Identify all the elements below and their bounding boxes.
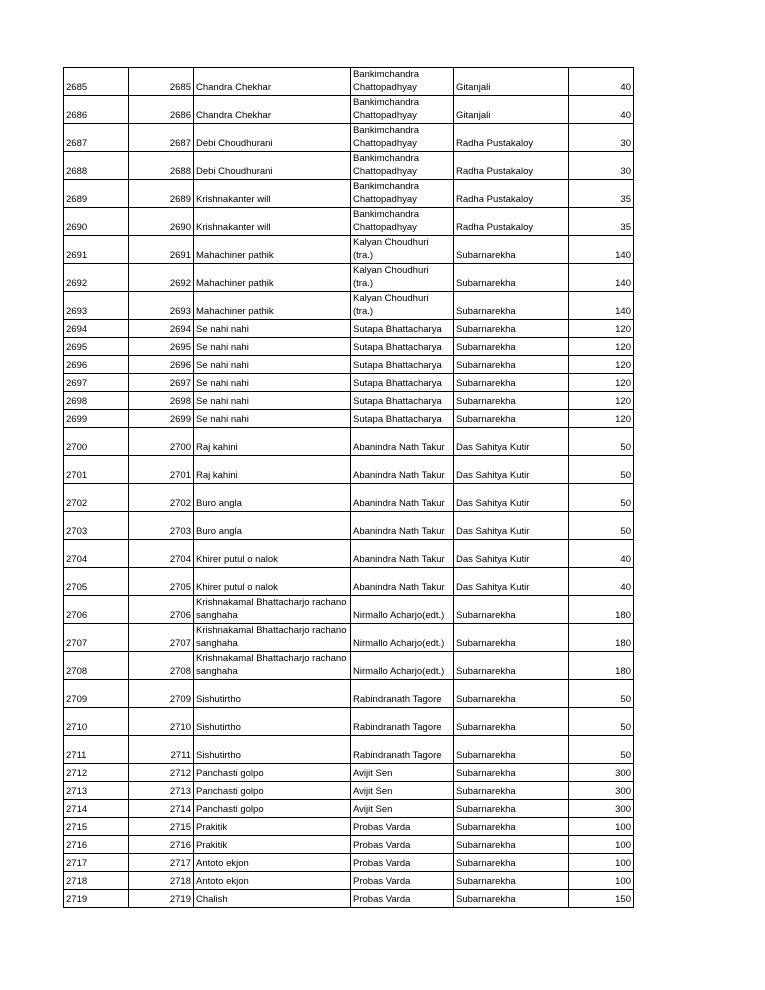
title-cell: Se nahi nahi [194, 356, 351, 374]
author-cell: Rabindranath Tagore [351, 736, 454, 764]
accession-number-cell: 2717 [129, 854, 194, 872]
price-cell: 140 [569, 236, 634, 264]
table-row [64, 624, 634, 652]
author-cell: Kalyan Choudhuri (tra.) [351, 292, 454, 320]
serial-number-cell: 2709 [64, 680, 129, 708]
author-cell: Abanindra Nath Takur [351, 540, 454, 568]
table-row [64, 292, 634, 320]
publisher-cell: Subarnarekha [454, 374, 569, 392]
serial-number-cell: 2710 [64, 708, 129, 736]
accession-number-cell: 2685 [129, 68, 194, 96]
title-cell: Krishnakanter will [194, 180, 351, 208]
publisher-cell: Subarnarekha [454, 854, 569, 872]
price-cell: 140 [569, 292, 634, 320]
table-row [64, 872, 634, 890]
serial-number-cell: 2700 [64, 428, 129, 456]
price-cell: 180 [569, 652, 634, 680]
publisher-cell: Subarnarekha [454, 818, 569, 836]
publisher-cell: Radha Pustakaloy [454, 180, 569, 208]
publisher-cell: Subarnarekha [454, 356, 569, 374]
serial-number-cell: 2719 [64, 890, 129, 908]
price-cell: 50 [569, 680, 634, 708]
table-row [64, 96, 634, 124]
table-row [64, 836, 634, 854]
author-cell: Abanindra Nath Takur [351, 484, 454, 512]
author-cell: Probas Varda [351, 872, 454, 890]
publisher-cell: Subarnarekha [454, 680, 569, 708]
table-row [64, 652, 634, 680]
author-cell: Rabindranath Tagore [351, 708, 454, 736]
table-row [64, 410, 634, 428]
title-cell: Krishnakamal Bhattacharjo rachano sanghaha [194, 624, 351, 652]
accession-number-cell: 2695 [129, 338, 194, 356]
price-cell: 300 [569, 782, 634, 800]
table-row [64, 818, 634, 836]
price-cell: 30 [569, 124, 634, 152]
author-cell: Avijit Sen [351, 764, 454, 782]
publisher-cell: Subarnarekha [454, 736, 569, 764]
author-cell: Nirmallo Acharjo(edt.) [351, 652, 454, 680]
author-cell: Avijit Sen [351, 782, 454, 800]
serial-number-cell: 2712 [64, 764, 129, 782]
publisher-cell: Subarnarekha [454, 652, 569, 680]
title-cell: Prakitik [194, 836, 351, 854]
title-cell: Mahachiner pathik [194, 264, 351, 292]
accession-number-cell: 2691 [129, 236, 194, 264]
author-cell: Bankimchandra Chattopadhyay [351, 124, 454, 152]
title-cell: Se nahi nahi [194, 320, 351, 338]
title-cell: Antoto ekjon [194, 854, 351, 872]
table-row [64, 568, 634, 596]
serial-number-cell: 2698 [64, 392, 129, 410]
price-cell: 140 [569, 264, 634, 292]
accession-number-cell: 2705 [129, 568, 194, 596]
publisher-cell: Subarnarekha [454, 708, 569, 736]
publisher-cell: Subarnarekha [454, 764, 569, 782]
title-cell: Raj kahini [194, 456, 351, 484]
serial-number-cell: 2705 [64, 568, 129, 596]
serial-number-cell: 2714 [64, 800, 129, 818]
title-cell: Se nahi nahi [194, 338, 351, 356]
author-cell: Probas Varda [351, 890, 454, 908]
publisher-cell: Subarnarekha [454, 800, 569, 818]
title-cell: Sishutirtho [194, 708, 351, 736]
author-cell: Probas Varda [351, 818, 454, 836]
author-cell: Probas Varda [351, 854, 454, 872]
publisher-cell: Radha Pustakaloy [454, 124, 569, 152]
table-row [64, 484, 634, 512]
serial-number-cell: 2711 [64, 736, 129, 764]
price-cell: 100 [569, 854, 634, 872]
author-cell: Bankimchandra Chattopadhyay [351, 68, 454, 96]
publisher-cell: Das Sahitya Kutir [454, 540, 569, 568]
author-cell: Probas Varda [351, 836, 454, 854]
title-cell: Mahachiner pathik [194, 292, 351, 320]
table-row [64, 596, 634, 624]
price-cell: 40 [569, 568, 634, 596]
author-cell: Sutapa Bhattacharya [351, 392, 454, 410]
serial-number-cell: 2696 [64, 356, 129, 374]
accession-number-cell: 2711 [129, 736, 194, 764]
price-cell: 50 [569, 708, 634, 736]
publisher-cell: Radha Pustakaloy [454, 208, 569, 236]
serial-number-cell: 2703 [64, 512, 129, 540]
table-row [64, 124, 634, 152]
author-cell: Nirmallo Acharjo(edt.) [351, 624, 454, 652]
accession-number-cell: 2701 [129, 456, 194, 484]
title-cell: Panchasti golpo [194, 782, 351, 800]
accession-number-cell: 2715 [129, 818, 194, 836]
title-cell: Chalish [194, 890, 351, 908]
title-cell: Buro angla [194, 484, 351, 512]
author-cell: Abanindra Nath Takur [351, 428, 454, 456]
accession-number-cell: 2702 [129, 484, 194, 512]
publisher-cell: Radha Pustakaloy [454, 152, 569, 180]
table-row [64, 428, 634, 456]
table-row [64, 800, 634, 818]
accession-number-cell: 2694 [129, 320, 194, 338]
publisher-cell: Subarnarekha [454, 292, 569, 320]
publisher-cell: Subarnarekha [454, 624, 569, 652]
title-cell: Khirer putul o nalok [194, 540, 351, 568]
title-cell: Sishutirtho [194, 680, 351, 708]
author-cell: Kalyan Choudhuri (tra.) [351, 264, 454, 292]
publisher-cell: Das Sahitya Kutir [454, 568, 569, 596]
title-cell: Buro angla [194, 512, 351, 540]
accession-number-cell: 2709 [129, 680, 194, 708]
accession-number-cell: 2690 [129, 208, 194, 236]
accession-number-cell: 2699 [129, 410, 194, 428]
table-row [64, 680, 634, 708]
book-register-table [63, 67, 634, 908]
publisher-cell: Das Sahitya Kutir [454, 428, 569, 456]
serial-number-cell: 2701 [64, 456, 129, 484]
accession-number-cell: 2696 [129, 356, 194, 374]
accession-number-cell: 2719 [129, 890, 194, 908]
publisher-cell: Subarnarekha [454, 872, 569, 890]
price-cell: 35 [569, 180, 634, 208]
title-cell: Debi Choudhurani [194, 152, 351, 180]
publisher-cell: Subarnarekha [454, 890, 569, 908]
table-row [64, 208, 634, 236]
accession-number-cell: 2698 [129, 392, 194, 410]
serial-number-cell: 2691 [64, 236, 129, 264]
serial-number-cell: 2689 [64, 180, 129, 208]
price-cell: 100 [569, 818, 634, 836]
author-cell: Sutapa Bhattacharya [351, 338, 454, 356]
accession-number-cell: 2686 [129, 96, 194, 124]
table-row [64, 320, 634, 338]
title-cell: Krishnakamal Bhattacharjo rachano sanghaha [194, 596, 351, 624]
publisher-cell: Gitanjali [454, 96, 569, 124]
accession-number-cell: 2703 [129, 512, 194, 540]
author-cell: Bankimchandra Chattopadhyay [351, 96, 454, 124]
accession-number-cell: 2688 [129, 152, 194, 180]
price-cell: 300 [569, 764, 634, 782]
accession-number-cell: 2693 [129, 292, 194, 320]
table-row [64, 152, 634, 180]
serial-number-cell: 2699 [64, 410, 129, 428]
author-cell: Sutapa Bhattacharya [351, 356, 454, 374]
price-cell: 40 [569, 68, 634, 96]
table-row [64, 236, 634, 264]
table-row [64, 392, 634, 410]
title-cell: Krishnakanter will [194, 208, 351, 236]
price-cell: 50 [569, 512, 634, 540]
table-row [64, 356, 634, 374]
title-cell: Se nahi nahi [194, 392, 351, 410]
price-cell: 50 [569, 736, 634, 764]
table-row [64, 708, 634, 736]
author-cell: Rabindranath Tagore [351, 680, 454, 708]
title-cell: Panchasti golpo [194, 764, 351, 782]
accession-number-cell: 2692 [129, 264, 194, 292]
author-cell: Abanindra Nath Takur [351, 512, 454, 540]
serial-number-cell: 2692 [64, 264, 129, 292]
publisher-cell: Gitanjali [454, 68, 569, 96]
table-row [64, 782, 634, 800]
publisher-cell: Das Sahitya Kutir [454, 484, 569, 512]
table-body [64, 68, 634, 908]
table-row [64, 890, 634, 908]
accession-number-cell: 2706 [129, 596, 194, 624]
serial-number-cell: 2702 [64, 484, 129, 512]
serial-number-cell: 2707 [64, 624, 129, 652]
publisher-cell: Subarnarekha [454, 338, 569, 356]
author-cell: Abanindra Nath Takur [351, 456, 454, 484]
accession-number-cell: 2712 [129, 764, 194, 782]
serial-number-cell: 2686 [64, 96, 129, 124]
price-cell: 180 [569, 624, 634, 652]
author-cell: Abanindra Nath Takur [351, 568, 454, 596]
publisher-cell: Subarnarekha [454, 264, 569, 292]
price-cell: 40 [569, 96, 634, 124]
serial-number-cell: 2688 [64, 152, 129, 180]
price-cell: 100 [569, 872, 634, 890]
price-cell: 120 [569, 356, 634, 374]
table-row [64, 456, 634, 484]
price-cell: 35 [569, 208, 634, 236]
serial-number-cell: 2717 [64, 854, 129, 872]
price-cell: 30 [569, 152, 634, 180]
serial-number-cell: 2704 [64, 540, 129, 568]
title-cell: Chandra Chekhar [194, 68, 351, 96]
serial-number-cell: 2685 [64, 68, 129, 96]
table-row [64, 374, 634, 392]
table-row [64, 338, 634, 356]
price-cell: 120 [569, 374, 634, 392]
table-row [64, 736, 634, 764]
accession-number-cell: 2707 [129, 624, 194, 652]
publisher-cell: Subarnarekha [454, 596, 569, 624]
serial-number-cell: 2694 [64, 320, 129, 338]
author-cell: Bankimchandra Chattopadhyay [351, 180, 454, 208]
title-cell: Raj kahini [194, 428, 351, 456]
table-row [64, 764, 634, 782]
price-cell: 120 [569, 338, 634, 356]
publisher-cell: Subarnarekha [454, 236, 569, 264]
title-cell: Se nahi nahi [194, 374, 351, 392]
author-cell: Avijit Sen [351, 800, 454, 818]
price-cell: 180 [569, 596, 634, 624]
publisher-cell: Das Sahitya Kutir [454, 456, 569, 484]
title-cell: Prakitik [194, 818, 351, 836]
serial-number-cell: 2693 [64, 292, 129, 320]
title-cell: Khirer putul o nalok [194, 568, 351, 596]
accession-number-cell: 2713 [129, 782, 194, 800]
title-cell: Chandra Chekhar [194, 96, 351, 124]
author-cell: Sutapa Bhattacharya [351, 374, 454, 392]
price-cell: 50 [569, 428, 634, 456]
accession-number-cell: 2710 [129, 708, 194, 736]
price-cell: 120 [569, 392, 634, 410]
author-cell: Kalyan Choudhuri (tra.) [351, 236, 454, 264]
serial-number-cell: 2713 [64, 782, 129, 800]
serial-number-cell: 2715 [64, 818, 129, 836]
accession-number-cell: 2714 [129, 800, 194, 818]
serial-number-cell: 2697 [64, 374, 129, 392]
author-cell: Nirmallo Acharjo(edt.) [351, 596, 454, 624]
publisher-cell: Das Sahitya Kutir [454, 512, 569, 540]
serial-number-cell: 2690 [64, 208, 129, 236]
accession-number-cell: 2704 [129, 540, 194, 568]
title-cell: Mahachiner pathik [194, 236, 351, 264]
publisher-cell: Subarnarekha [454, 392, 569, 410]
serial-number-cell: 2718 [64, 872, 129, 890]
title-cell: Se nahi nahi [194, 410, 351, 428]
serial-number-cell: 2695 [64, 338, 129, 356]
accession-number-cell: 2700 [129, 428, 194, 456]
accession-number-cell: 2708 [129, 652, 194, 680]
table-row [64, 68, 634, 96]
serial-number-cell: 2706 [64, 596, 129, 624]
publisher-cell: Subarnarekha [454, 782, 569, 800]
table-row [64, 264, 634, 292]
table-row [64, 540, 634, 568]
author-cell: Bankimchandra Chattopadhyay [351, 152, 454, 180]
author-cell: Bankimchandra Chattopadhyay [351, 208, 454, 236]
serial-number-cell: 2716 [64, 836, 129, 854]
price-cell: 50 [569, 484, 634, 512]
title-cell: Antoto ekjon [194, 872, 351, 890]
publisher-cell: Subarnarekha [454, 836, 569, 854]
accession-number-cell: 2687 [129, 124, 194, 152]
accession-number-cell: 2718 [129, 872, 194, 890]
serial-number-cell: 2687 [64, 124, 129, 152]
price-cell: 120 [569, 320, 634, 338]
title-cell: Sishutirtho [194, 736, 351, 764]
author-cell: Sutapa Bhattacharya [351, 410, 454, 428]
title-cell: Krishnakamal Bhattacharjo rachano sanghaha [194, 652, 351, 680]
title-cell: Debi Choudhurani [194, 124, 351, 152]
accession-number-cell: 2697 [129, 374, 194, 392]
price-cell: 40 [569, 540, 634, 568]
publisher-cell: Subarnarekha [454, 320, 569, 338]
accession-number-cell: 2689 [129, 180, 194, 208]
table-row [64, 512, 634, 540]
price-cell: 50 [569, 456, 634, 484]
table-row [64, 180, 634, 208]
table-row [64, 854, 634, 872]
price-cell: 100 [569, 836, 634, 854]
publisher-cell: Subarnarekha [454, 410, 569, 428]
title-cell: Panchasti golpo [194, 800, 351, 818]
price-cell: 150 [569, 890, 634, 908]
price-cell: 120 [569, 410, 634, 428]
serial-number-cell: 2708 [64, 652, 129, 680]
accession-number-cell: 2716 [129, 836, 194, 854]
price-cell: 300 [569, 800, 634, 818]
author-cell: Sutapa Bhattacharya [351, 320, 454, 338]
